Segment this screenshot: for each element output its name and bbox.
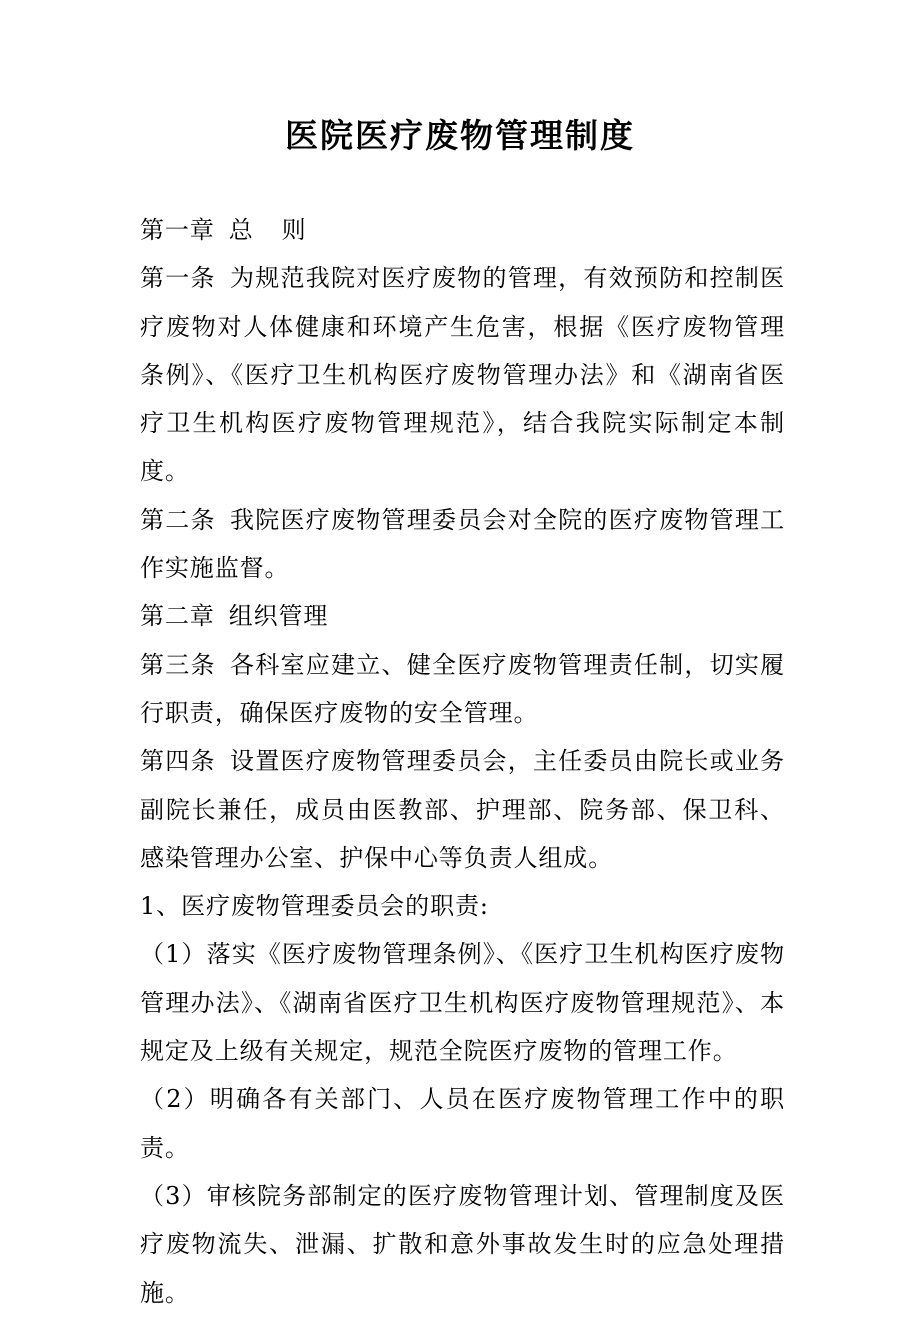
article-text: 设置医疗废物管理委员会，主任委员由院长或业务副院长兼任，成员由医教部、护理部、院务部、保卫科、感染管理办公室、护保中心等负责人组成。 bbox=[140, 747, 785, 872]
article-paragraph bbox=[140, 737, 785, 882]
article-label: 第四条 bbox=[140, 747, 216, 776]
document-body bbox=[140, 206, 785, 1317]
article-paragraph bbox=[140, 496, 785, 593]
sub-list-item: （3）审核院务部制定的医疗废物管理计划、管理制度及医疗废物流失、泄漏、扩散和意外事故发生时的应急处理措施。 bbox=[140, 1181, 785, 1307]
chapter-heading bbox=[140, 206, 785, 254]
list-item: 1、医疗废物管理委员会的职责: bbox=[140, 892, 489, 921]
chapter-title-part: 则 bbox=[281, 216, 307, 244]
article-paragraph bbox=[140, 641, 785, 738]
chapter-label: 第一章 bbox=[140, 216, 215, 244]
sub-list-item: （2）明确各有关部门、人员在医疗废物管理工作中的职责。 bbox=[140, 1085, 785, 1162]
article-text: 我院医疗废物管理委员会对全院的医疗废物管理工作实施监督。 bbox=[140, 505, 785, 583]
article-text: 为规范我院对医疗废物的管理，有效预防和控制医疗废物对人体健康和环境产生危害，根据《医疗废物管理条例》、《医疗卫生机构医疗废物管理办法》和《湖南省医疗卫生机构医疗废物管理规范》，结合我院实际制定本制度。 bbox=[140, 264, 785, 486]
article-text: 各科室应建立、健全医疗废物管理责任制，切实履行职责，确保医疗废物的安全管理。 bbox=[140, 650, 785, 727]
chapter-title: 组织管理 bbox=[228, 602, 329, 631]
article-paragraph bbox=[140, 254, 785, 495]
chapter-title-part: 总 bbox=[228, 216, 254, 244]
article-label: 第二条 bbox=[140, 505, 216, 534]
document-title: 医院医疗废物管理制度 bbox=[285, 116, 635, 155]
chapter-label: 第二章 bbox=[140, 602, 215, 631]
sub-list-item: （1）落实《医疗废物管理条例》、《医疗卫生机构医疗废物管理办法》、《湖南省医疗卫生机构医疗废物管理规范》、本规定及上级有关规定，规范全院医疗废物的管理工作。 bbox=[140, 940, 785, 1066]
article-label: 第一条 bbox=[140, 264, 216, 293]
chapter-heading bbox=[140, 592, 785, 640]
article-label: 第三条 bbox=[140, 650, 216, 679]
